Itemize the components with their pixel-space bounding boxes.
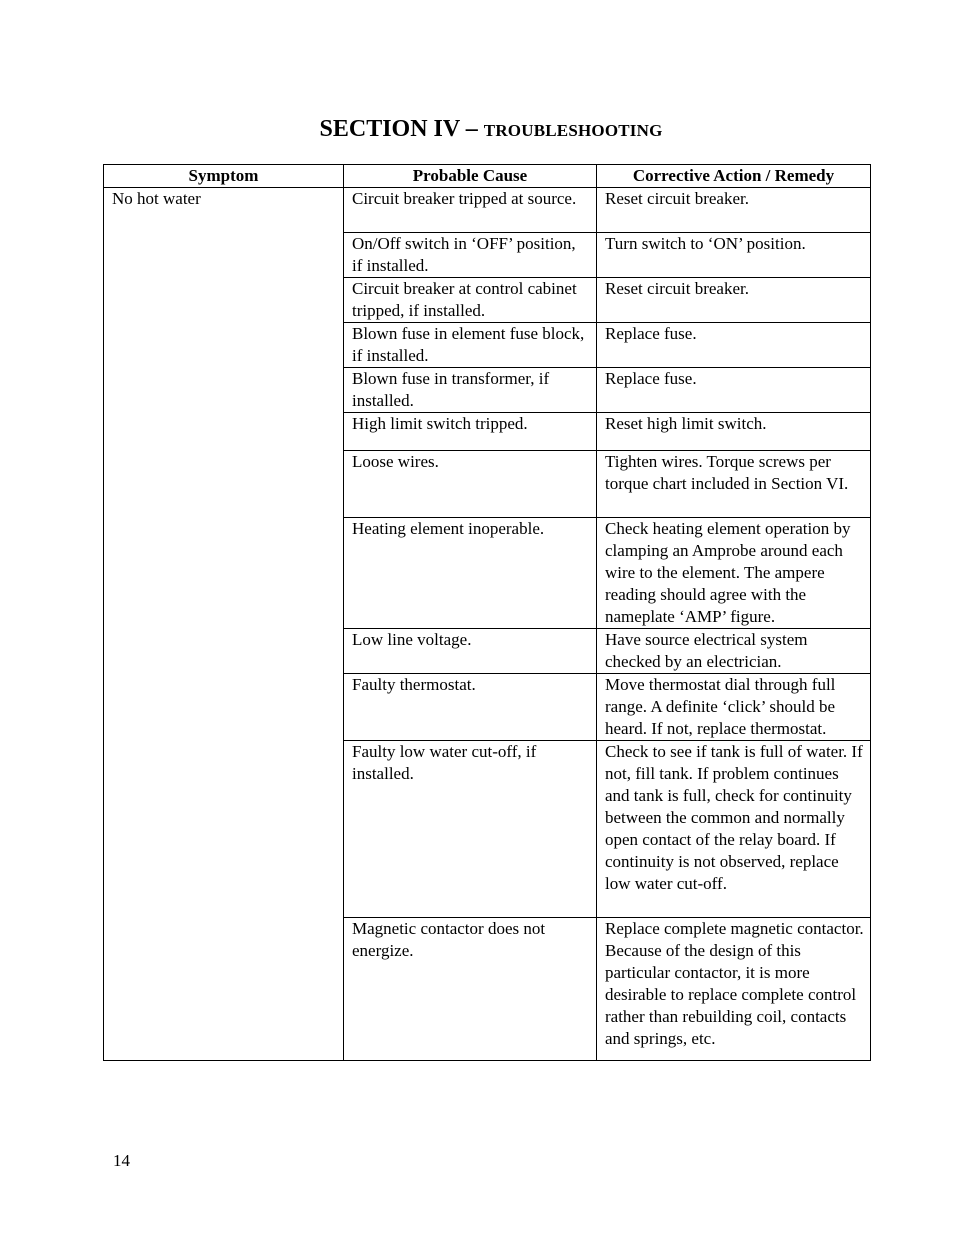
cause-cell: Faulty low water cut-off, if installed. xyxy=(344,741,597,918)
remedy-cell: Move thermostat dial through full range. A definite ‘click’ should be heard. If not, replace thermostat. xyxy=(597,674,871,741)
remedy-cell: Check heating element operation by clamping an Amprobe around each wire to the element. The ampere reading should agree with the nameplate ‘AMP’ figure. xyxy=(597,518,871,629)
remedy-cell: Replace fuse. xyxy=(597,323,871,368)
cause-cell: Circuit breaker at control cabinet tripped, if installed. xyxy=(344,278,597,323)
cause-cell: Faulty thermostat. xyxy=(344,674,597,741)
section-title xyxy=(0,114,954,146)
remedy-cell: Tighten wires. Torque screws per torque chart included in Section VI. xyxy=(597,451,871,518)
remedy-cell: Check to see if tank is full of water. If not, fill tank. If problem continues and tank is full, check for continuity between the common and normally open contact of the relay board. If continuity is not observed, replace low water cut-off. xyxy=(597,741,871,918)
remedy-cell: Reset circuit breaker. xyxy=(597,278,871,323)
cause-cell: Blown fuse in transformer, if installed. xyxy=(344,368,597,413)
cause-cell: Circuit breaker tripped at source. xyxy=(344,188,597,233)
symptom-cell: No hot water xyxy=(104,188,344,1061)
remedy-cell: Reset circuit breaker. xyxy=(597,188,871,233)
cause-cell: High limit switch tripped. xyxy=(344,413,597,451)
table-row xyxy=(104,188,871,233)
table-header-row xyxy=(104,165,871,188)
header-corrective-action: Corrective Action / Remedy xyxy=(597,165,871,188)
cause-cell: Low line voltage. xyxy=(344,629,597,674)
remedy-cell: Reset high limit switch. xyxy=(597,413,871,451)
remedy-cell: Have source electrical system checked by an electrician. xyxy=(597,629,871,674)
remedy-cell: Replace complete magnetic contactor. Because of the design of this particular contactor, it is more desirable to replace complete control rather than rebuilding coil, contacts and springs, etc. xyxy=(597,918,871,1061)
cause-cell: Loose wires. xyxy=(344,451,597,518)
cause-cell: Blown fuse in element fuse block, if installed. xyxy=(344,323,597,368)
header-symptom: Symptom xyxy=(104,165,344,188)
cause-cell: On/Off switch in ‘OFF’ position, if installed. xyxy=(344,233,597,278)
remedy-cell: Turn switch to ‘ON’ position. xyxy=(597,233,871,278)
remedy-cell: Replace fuse. xyxy=(597,368,871,413)
troubleshooting-table xyxy=(103,164,871,1061)
cause-cell: Heating element inoperable. xyxy=(344,518,597,629)
section-title-main: SECTION IV – xyxy=(319,116,484,142)
cause-cell: Magnetic contactor does not energize. xyxy=(344,918,597,1061)
page-number: 14 xyxy=(113,1151,130,1170)
header-probable-cause: Probable Cause xyxy=(344,165,597,188)
section-title-sub: TROUBLESHOOTING xyxy=(483,121,663,140)
